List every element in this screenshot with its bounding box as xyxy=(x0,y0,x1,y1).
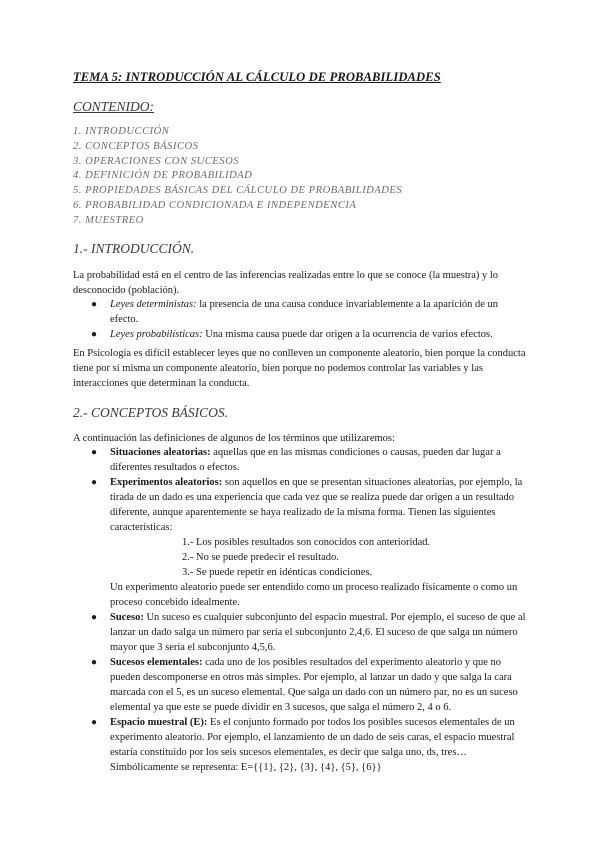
contents-item: 3. OPERACIONES CON SUCESOS xyxy=(73,155,240,167)
bullet-term: Sucesos elementales: xyxy=(110,657,203,668)
bullet-term: Suceso: xyxy=(110,612,144,623)
bullet-icon: ● xyxy=(91,612,98,623)
bullet-term: Experimentos aleatorios: xyxy=(110,477,223,488)
bullet-text: son aquellos en que se presentan situaciones aleatorias, por ejemplo, la tirada de un dado es una experiencia que cada vez que se realiza puede dar origen a un resultado diferente, aunque aparentemente se haya realizado de la misma forma. Tienen las siguientes características: xyxy=(110,477,523,533)
bullet-item xyxy=(91,715,528,775)
bullet-icon: ● xyxy=(91,717,98,728)
characteristic-item: 3.- Se puede repetir en idénticas condiciones. xyxy=(182,567,373,578)
bullet-text: Es el conjunto formado por todos los posibles sucesos elementales de un experimento aleatorio. Por ejemplo, el lanzamiento de un dado de seis caras, el espacio muestral estaría constituido por los seis sucesos elementales, es decir que salga uno, ds, tres… Simbólicamente se representa: E={{1}, {2}, {3}, {4}, {5}, {6}} xyxy=(110,717,515,773)
characteristics-list xyxy=(110,535,528,580)
bullet-text: cada uno de los posibles resultados del experimento aleatorio y que no pueden descomponerse en otros más simples. Por ejemplo, al lanzar un dado y que salga la cara marcada con el 5, es un suceso elemental. Que salga un dado con un número par, no es un suceso elemental ya que este se puede dividir en 3 sucesos, que salga el número 2, 4 o 6. xyxy=(110,657,518,713)
document-title: TEMA 5: INTRODUCCIÓN AL CÁLCULO DE PROBABILIDADES xyxy=(73,70,441,84)
contents-item: 2. CONCEPTOS BÁSICOS xyxy=(73,140,199,152)
contents-item: 7. MUESTREO xyxy=(73,214,144,226)
bullet-text: Un suceso es cualquier subconjunto del espacio muestral. Por ejemplo, el suceso de que al lanzar un dado salga un número par sería el subconjunto 2,4,6. El suceso de que salga un número mayor que 3 sería el subconjunto 4,5,6. xyxy=(110,612,526,653)
contents-heading: CONTENIDO: xyxy=(73,99,155,114)
section-2-bullets xyxy=(91,445,528,775)
bullet-item xyxy=(91,610,528,655)
section-2-heading: 2.- CONCEPTOS BÁSICOS. xyxy=(73,405,229,420)
bullet-term: Leyes probabilísticas: xyxy=(110,329,203,340)
bullet-text: Una misma causa puede dar origen a la ocurrencia de varios efectos. xyxy=(202,329,493,340)
bullet-item xyxy=(91,655,528,715)
bullet-text: la presencia de una causa conduce invariablemente a la aparición de un efecto. xyxy=(110,299,499,325)
contents-item: 4. DEFINICIÓN DE PROBABILIDAD xyxy=(73,170,253,182)
random-experiment-note: Un experimento aleatorio puede ser entendido como un proceso realizado físicamente o como un proceso concebido idealmente. xyxy=(110,582,518,608)
section-1-closing: En Psicología es difícil establecer leyes que no conlleven un componente aleatorio, bien porque la conducta tiene por sí misma un componente aleatorio, bien porque no podemos controlar las variables y las interacciones que determinan la conducta. xyxy=(73,348,526,389)
contents-item: 6. PROBABILIDAD CONDICIONADA E INDEPENDENCIA xyxy=(73,199,357,211)
bullet-item xyxy=(91,297,528,327)
bullet-term: Situaciones aleatorias: xyxy=(110,447,211,458)
bullet-term: Espacio muestral (E): xyxy=(110,717,208,728)
characteristic-item: 1.- Los posibles resultados son conocidos con anterioridad. xyxy=(182,537,431,548)
contents-list xyxy=(73,125,402,229)
bullet-icon: ● xyxy=(91,447,98,458)
characteristic-item: 2.- No se puede predecir el resultado. xyxy=(182,552,339,563)
bullet-term: Leyes deterministas: xyxy=(110,299,197,310)
section-1-intro: La probabilidad está en el centro de las inferencias realizadas entre lo que se conoce (la muestra) y lo desconocido (población). xyxy=(73,270,499,296)
bullet-icon: ● xyxy=(91,299,98,310)
bullet-item xyxy=(91,445,528,475)
bullet-text: aquellas que en las mismas condiciones o causas, pueden dar lugar a diferentes resultados o efectos. xyxy=(110,447,501,473)
bullet-icon: ● xyxy=(91,477,98,488)
bullet-icon: ● xyxy=(91,657,98,668)
section-1-bullets xyxy=(91,297,528,342)
bullet-item xyxy=(91,475,528,610)
contents-item: 5. PROPIEDADES BÁSICAS DEL CÁLCULO DE PROBABILIDADES xyxy=(73,185,403,197)
section-1-heading: 1.- INTRODUCCIÓN. xyxy=(73,241,195,256)
section-2-intro: A continuación las definiciones de algunos de los términos que utilizaremos: xyxy=(73,433,395,444)
bullet-item xyxy=(91,327,528,342)
contents-item: 1. INTRODUCCIÓN xyxy=(73,126,170,137)
bullet-icon: ● xyxy=(91,329,98,340)
